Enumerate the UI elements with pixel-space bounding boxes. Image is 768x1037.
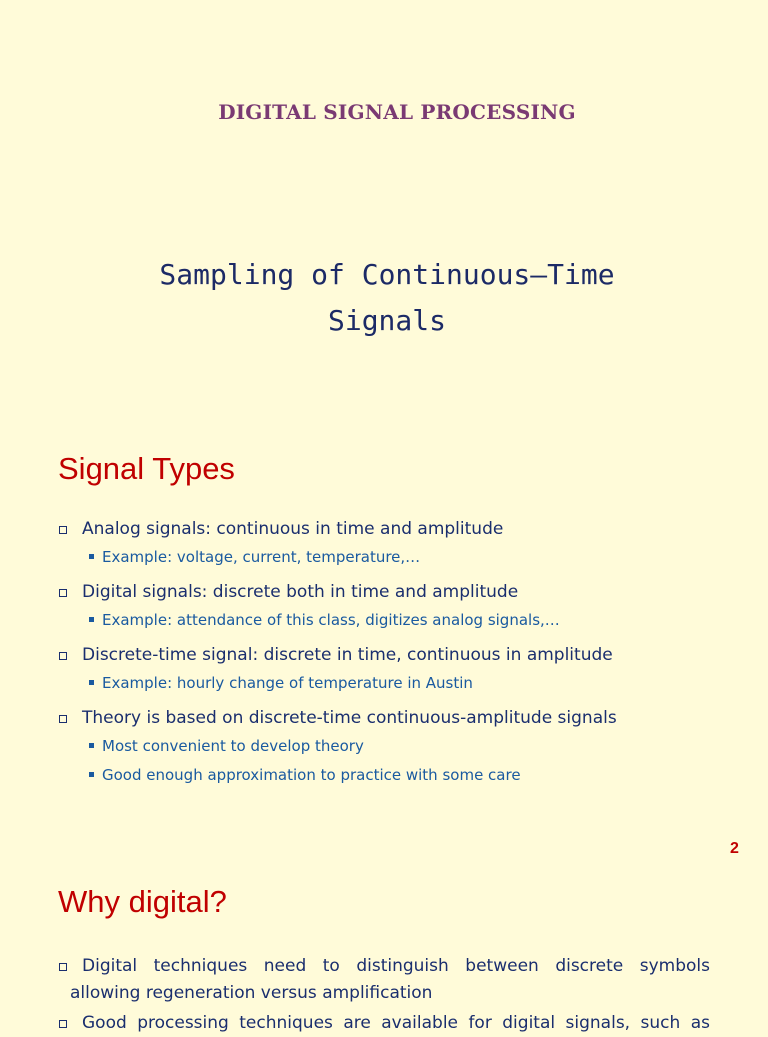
sub-bullet-text: Example: attendance of this class, digitizes analog signals,…: [102, 611, 560, 629]
sub-bullet-text: Good enough approximation to practice with some care: [102, 766, 521, 784]
hollow-square-bullet-icon: [59, 1020, 67, 1028]
sub-list-item: [58, 765, 718, 785]
square-bullet-icon: [89, 743, 94, 748]
bullet-text: Theory is based on discrete-time continuous-amplitude signals: [82, 708, 617, 728]
slide-heading-why-digital: Why digital?: [58, 884, 227, 919]
sub-list-item: [58, 547, 718, 567]
sub-list-item: [58, 736, 718, 756]
document-title-line-1: Sampling of Continuous–Time: [159, 258, 615, 291]
square-bullet-icon: [89, 680, 94, 685]
sub-bullet-text: Example: hourly change of temperature in Austin: [102, 674, 473, 692]
course-title: DIGITAL SIGNAL PROCESSING: [218, 100, 576, 124]
sub-list-item: [58, 610, 718, 630]
bullet-text-line-1: Good processing techniques are available for digital signals, such as: [82, 1013, 710, 1033]
list-item: [58, 708, 718, 728]
slide-heading-signal-types: Signal Types: [58, 451, 235, 486]
bullet-text: Discrete-time signal: discrete in time, continuous in amplitude: [82, 645, 613, 665]
page-number: 2: [730, 840, 739, 857]
hollow-square-bullet-icon: [59, 963, 67, 971]
list-item: [58, 582, 718, 602]
why-digital-list: [58, 953, 710, 1037]
bullet-text: Digital signals: discrete both in time and amplitude: [82, 582, 519, 602]
bullet-text-line-2: allowing regeneration versus amplification: [70, 983, 433, 1003]
sub-list-item: [58, 673, 718, 693]
sub-bullet-text: Example: voltage, current, temperature,…: [102, 548, 421, 566]
hollow-square-bullet-icon: [59, 526, 67, 534]
bullet-text: Analog signals: continuous in time and amplitude: [82, 519, 504, 539]
document-title-line-2: Signals: [327, 304, 446, 337]
bullet-text-line-1: Digital techniques need to distinguish between discrete symbols: [82, 956, 710, 976]
hollow-square-bullet-icon: [59, 652, 67, 660]
list-item: [58, 645, 718, 665]
document-title: [60, 252, 714, 344]
hollow-square-bullet-icon: [59, 589, 67, 597]
hollow-square-bullet-icon: [59, 715, 67, 723]
square-bullet-icon: [89, 772, 94, 777]
list-item: [58, 519, 718, 539]
square-bullet-icon: [89, 554, 94, 559]
square-bullet-icon: [89, 617, 94, 622]
signal-types-list: [58, 519, 718, 785]
list-item: [58, 953, 710, 1007]
sub-bullet-text: Most convenient to develop theory: [102, 737, 364, 755]
